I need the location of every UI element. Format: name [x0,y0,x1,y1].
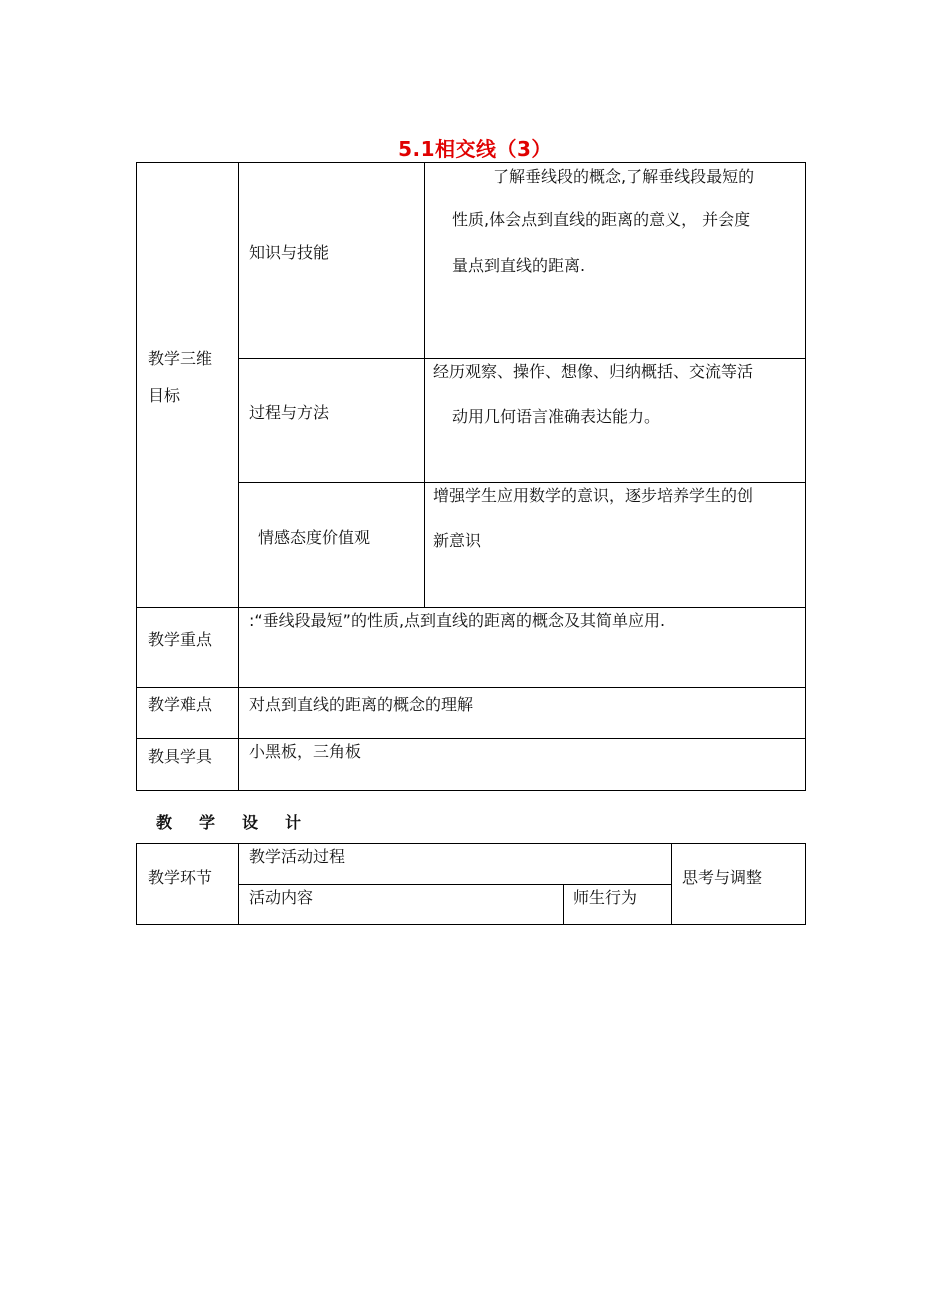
goals-label-cell [136,162,239,608]
knowledge-text-line: 性质,体会点到直线的距离的意义， 并会度 [452,210,751,229]
reflection-header-label: 思考与调整 [682,868,763,887]
process-label: 过程与方法 [249,403,330,422]
tools-text: 小黑板，三角板 [249,742,362,761]
goals-row-label: 教学三维 [148,349,213,368]
stage-label: 教学环节 [148,868,213,887]
difficulty-label: 教学难点 [148,695,213,714]
key-point-label: 教学重点 [148,630,213,649]
emotion-text-line: 增强学生应用数学的意识，逐步培养学生的创 [433,486,754,505]
process-header-label: 教学活动过程 [249,847,346,866]
emotion-label: 情感态度价值观 [258,528,371,547]
emotion-text-line: 新意识 [433,531,482,550]
design-heading: 教学设计 [156,813,329,832]
knowledge-text-line: 量点到直线的距离. [452,256,586,275]
knowledge-label: 知识与技能 [249,243,330,262]
behavior-header-label: 师生行为 [573,888,638,907]
knowledge-text-line: 了解垂线段的概念,了解垂线段最短的 [493,167,755,186]
goals-row-label: 目标 [148,386,181,405]
process-text-line: 动用几何语言准确表达能力。 [452,407,661,426]
process-text-line: 经历观察、操作、想像、归纳概括、交流等活 [433,362,754,381]
tools-label: 教具学具 [148,747,213,766]
difficulty-text: 对点到直线的距离的概念的理解 [249,695,474,714]
key-point-text: :“垂线段最短”的性质,点到直线的距离的概念及其简单应用. [249,611,666,630]
page-title: 5.1相交线（3） [398,137,552,161]
activity-header-label: 活动内容 [249,888,314,907]
